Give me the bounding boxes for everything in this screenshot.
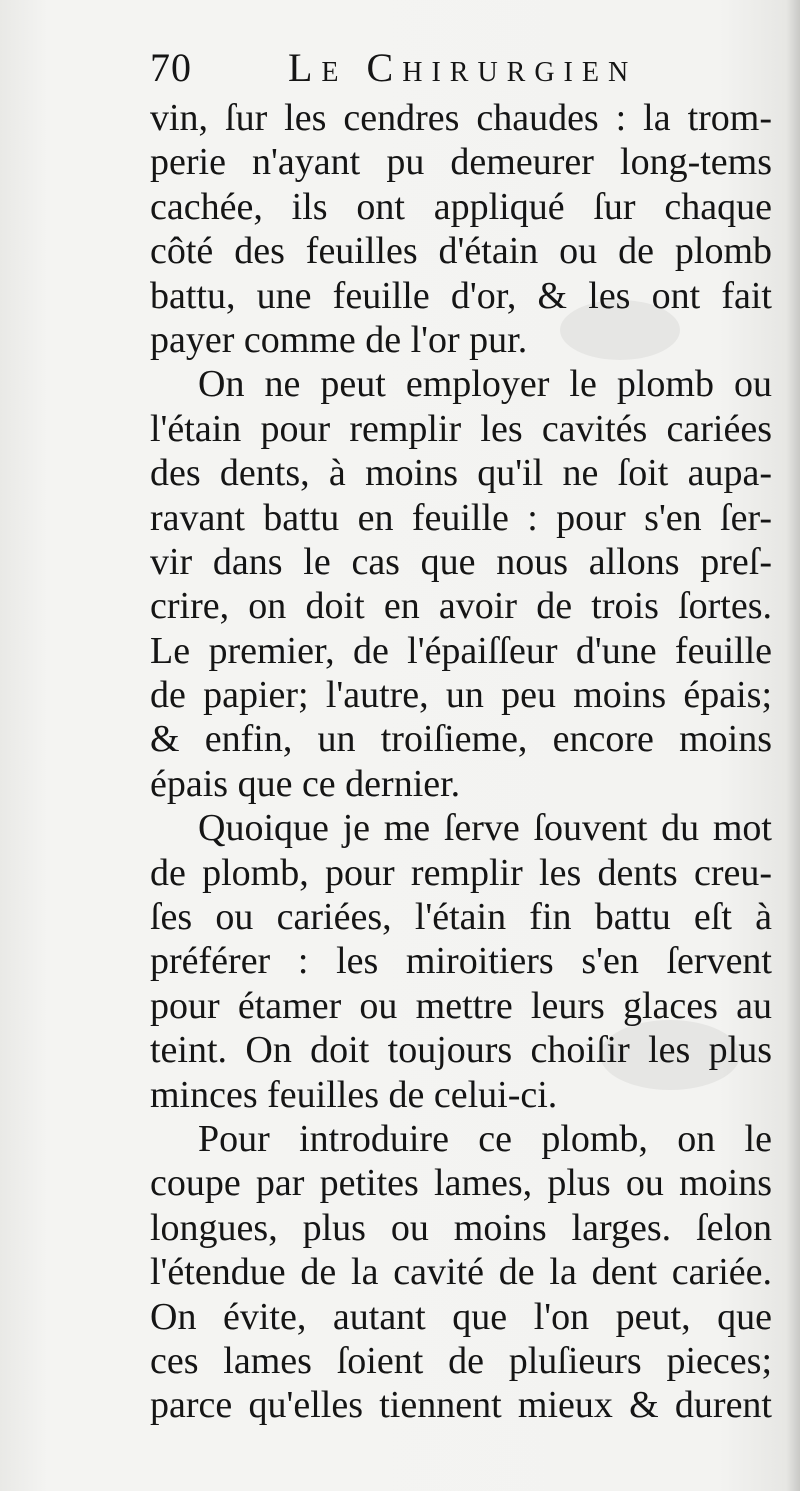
page-header [150, 44, 760, 94]
text-line: teint. On doit toujours choiſir les plus [150, 1029, 772, 1072]
text-line: préférer : les miroitiers s'en ſervent [150, 940, 772, 983]
text-line: l'étain pour remplir les cavités cariées [150, 407, 772, 450]
text-line: crire, on doit en avoir de trois ſortes. [150, 585, 772, 628]
text-line: On évite, autant que l'on peut, que [150, 1295, 772, 1338]
text-line: perie n'ayant pu demeurer long-tems [150, 141, 772, 184]
text-line: des dents, à moins qu'il ne ſoit aupa- [150, 452, 772, 495]
text-line: payer comme de l'or pur. [150, 318, 528, 361]
text-line: de papier; l'autre, un peu moins épais; [150, 674, 772, 717]
text-line: ſes ou cariées, l'étain fin battu eſt à [150, 896, 772, 939]
text-line: ravant battu en feuille : pour s'en ſer- [150, 496, 772, 539]
text-line: vir dans le cas que nous allons preſ- [150, 540, 772, 583]
text-line: battu, une feuille d'or, & les ont fait [150, 274, 772, 317]
text-line: l'étendue de la cavité de la dent cariée. [150, 1251, 772, 1294]
text-line: côté des feuilles d'étain ou de plomb [150, 230, 772, 273]
paragraph-start: On ne peut employer le plomb ou [198, 363, 772, 406]
text-line: parce qu'elles tiennent mieux & durent [150, 1384, 772, 1427]
page-edge-shadow [786, 0, 800, 1491]
text-line: minces feuilles de celui-ci. [150, 1073, 558, 1116]
running-title: Le Chirurgien [288, 45, 638, 90]
paragraph-start: Quoique je me ſerve ſouvent du mot [198, 807, 772, 850]
text-line: vin, ſur les cendres chaudes : la trom- [150, 97, 772, 139]
text-line: & enfin, un troiſieme, encore moins [150, 718, 772, 761]
body-text [150, 96, 772, 1428]
text-line: pour étamer ou mettre leurs glaces au [150, 984, 772, 1027]
text-line: cachée, ils ont appliqué ſur chaque [150, 185, 772, 228]
text-line: longues, plus ou moins larges. ſelon [150, 1206, 772, 1249]
text-line: Le premier, de l'épaiſſeur d'une feuille [150, 629, 772, 672]
text-line: ces lames ſoient de pluſieurs pieces; [150, 1339, 772, 1382]
text-line: épais que ce dernier. [150, 762, 461, 805]
paragraph-start: Pour introduire ce plomb, on le [198, 1117, 772, 1160]
text-line: de plomb, pour remplir les dents creu- [150, 851, 772, 894]
page-number: 70 [150, 45, 192, 90]
text-line: coupe par petites lames, plus ou moins [150, 1162, 772, 1205]
